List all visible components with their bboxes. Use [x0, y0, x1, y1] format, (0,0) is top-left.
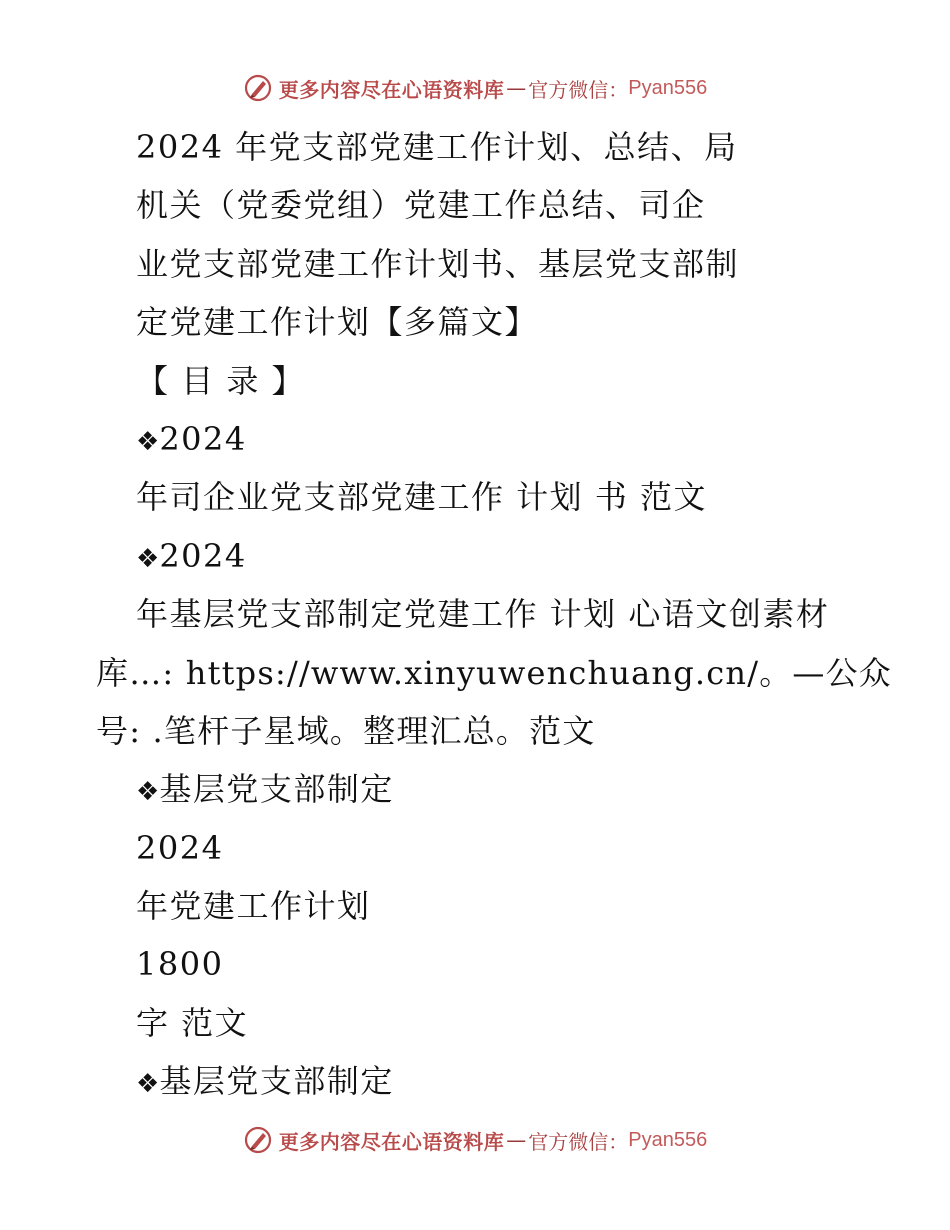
banner-wechat-label: 官方微信： — [528, 1129, 629, 1154]
toc-heading: 【 目 录 】 — [136, 361, 306, 400]
banner-wechat-id: Pyan556 — [628, 1128, 708, 1151]
title-line: 定党建工作计划【多篇文】 — [136, 303, 539, 342]
banner-separator: — — [506, 76, 527, 100]
toc-line — [96, 1052, 856, 1110]
table-of-contents — [96, 410, 892, 1111]
toc-line — [96, 760, 856, 818]
toc-line-text: 1800 — [136, 945, 224, 984]
toc-line — [96, 819, 856, 877]
diamond-bullet-icon: ❖ — [136, 1069, 160, 1100]
toc-line — [96, 527, 856, 585]
banner-separator: — — [506, 1128, 527, 1152]
toc-line — [96, 994, 856, 1052]
toc-line-text: 基层党支部制定 — [159, 1062, 394, 1101]
banner-wechat-label: 官方微信： — [528, 77, 629, 102]
toc-line-text: 2024 — [159, 419, 247, 458]
toc-line-text: 号: .笔杆子星域。整理汇总。范文 — [96, 711, 596, 750]
toc-line — [96, 935, 856, 993]
pen-logo-icon — [243, 73, 273, 103]
toc-line — [96, 468, 856, 526]
toc-line — [96, 877, 856, 935]
toc-line — [96, 644, 892, 702]
toc-line-text: 字 范文 — [136, 1003, 249, 1042]
toc-line — [96, 585, 856, 643]
banner-text: 更多内容尽在心语资料库 — [278, 77, 505, 102]
toc-line-text: 年党建工作计划 — [136, 887, 371, 926]
toc-line — [96, 702, 856, 760]
toc-line-text: 2024 — [159, 536, 247, 575]
document-body — [96, 118, 892, 1111]
diamond-bullet-icon: ❖ — [136, 777, 160, 808]
footer-banner — [0, 1120, 950, 1160]
banner-wechat-id: Pyan556 — [628, 76, 708, 99]
pen-logo-icon — [243, 1125, 273, 1155]
banner-text: 更多内容尽在心语资料库 — [278, 1129, 505, 1154]
toc-line-text: 年基层党支部制定党建工作 计划 心语文创素材 — [136, 595, 830, 634]
header-banner — [0, 68, 950, 108]
title-line: 2024 年党支部党建工作计划、总结、局 — [136, 128, 738, 166]
toc-line-text: 库…: https://www.xinyuwenchuang.cn/。—公众 — [96, 653, 892, 692]
diamond-bullet-icon: ❖ — [136, 426, 160, 457]
title-line: 机关（党委党组）党建工作总结、司企 — [136, 186, 706, 225]
toc-line-text: 基层党支部制定 — [159, 770, 394, 809]
toc-line-text: 2024 — [136, 828, 224, 867]
diamond-bullet-icon: ❖ — [136, 543, 160, 574]
toc-line-text: 年司企业党支部党建工作 计划 书 范文 — [136, 478, 708, 517]
toc-line — [96, 410, 856, 468]
title-line: 业党支部党建工作计划书、基层党支部制 — [136, 244, 740, 283]
